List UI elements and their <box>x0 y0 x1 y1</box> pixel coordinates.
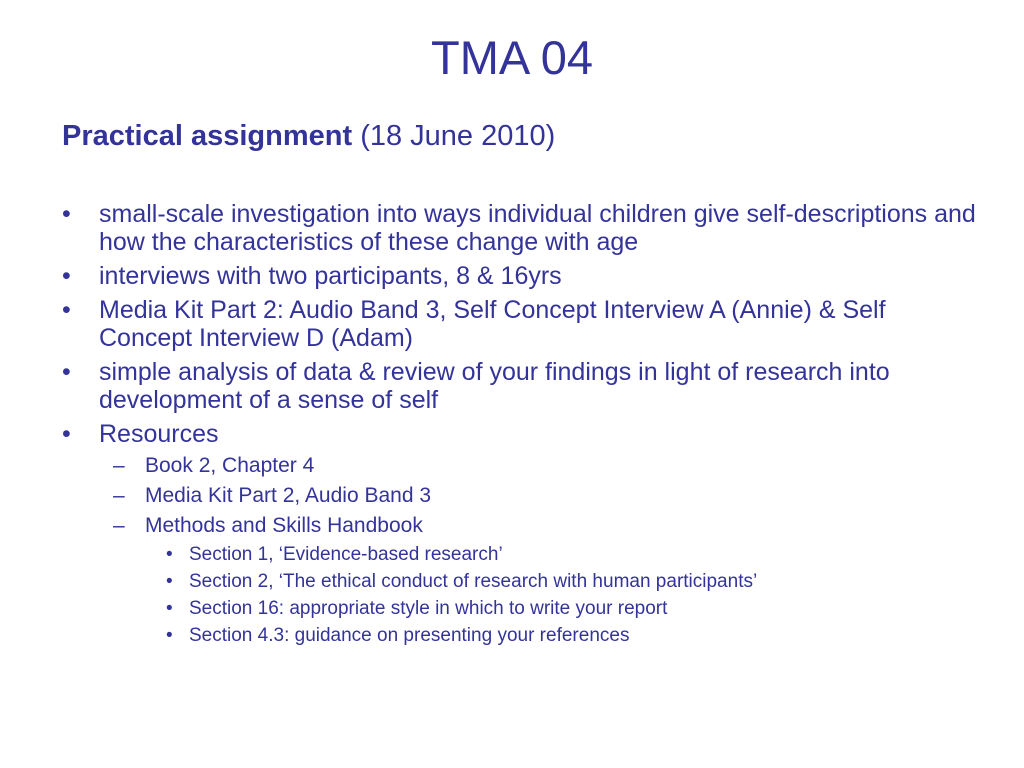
bullet-icon: • <box>62 296 71 324</box>
list-item-text: Resources <box>99 420 219 448</box>
sub-sub-list-item <box>62 544 982 566</box>
subtitle-label: Practical assignment <box>62 120 353 152</box>
list-item <box>62 200 982 256</box>
bullet-icon: • <box>62 420 71 448</box>
bullet-icon: • <box>166 544 173 565</box>
sub-list-item-text: Book 2, Chapter 4 <box>145 454 315 477</box>
sub-sub-list-item-text: Section 2, ‘The ethical conduct of research with human participants’ <box>189 571 758 592</box>
sub-sub-list-item <box>62 625 982 647</box>
bullet-icon: • <box>166 625 173 646</box>
bullet-icon: • <box>166 571 173 592</box>
bullet-list <box>62 200 982 652</box>
sub-list-item-text: Media Kit Part 2, Audio Band 3 <box>145 484 432 507</box>
sub-sub-list-item-text: Section 1, ‘Evidence-based research’ <box>189 544 503 565</box>
list-item-resources <box>62 420 982 448</box>
sub-list-item <box>62 514 982 538</box>
list-item-text: simple analysis of data & review of your findings in light of research into development of a sense of self <box>99 358 890 414</box>
bullet-icon: • <box>62 262 71 290</box>
slide-subtitle <box>62 118 555 154</box>
dash-icon: – <box>113 514 125 537</box>
sub-sub-list-item-text: Section 16: appropriate style in which to write your report <box>189 598 668 619</box>
list-item-text: Media Kit Part 2: Audio Band 3, Self Concept Interview A (Annie) & Self Concept Interview D (Adam) <box>99 296 886 352</box>
sub-list-item-text: Methods and Skills Handbook <box>145 514 423 537</box>
list-item <box>62 358 982 414</box>
list-item-text: small-scale investigation into ways individual children give self-descriptions and how the characteristics of these change with age <box>99 200 976 256</box>
list-item-text: interviews with two participants, 8 & 16yrs <box>99 262 562 290</box>
bullet-icon: • <box>62 358 71 386</box>
sub-sub-list-item-text: Section 4.3: guidance on presenting your references <box>189 625 630 646</box>
slide-title: TMA 04 <box>431 31 593 84</box>
dash-icon: – <box>113 454 125 477</box>
sub-list-item <box>62 484 982 508</box>
bullet-icon: • <box>166 598 173 619</box>
sub-sub-list-item <box>62 571 982 593</box>
subtitle-date: (18 June 2010) <box>360 120 556 152</box>
sub-list-item <box>62 454 982 478</box>
list-item <box>62 296 982 352</box>
list-item <box>62 262 982 290</box>
dash-icon: – <box>113 484 125 507</box>
sub-sub-list-item <box>62 598 982 620</box>
bullet-icon: • <box>62 200 71 228</box>
